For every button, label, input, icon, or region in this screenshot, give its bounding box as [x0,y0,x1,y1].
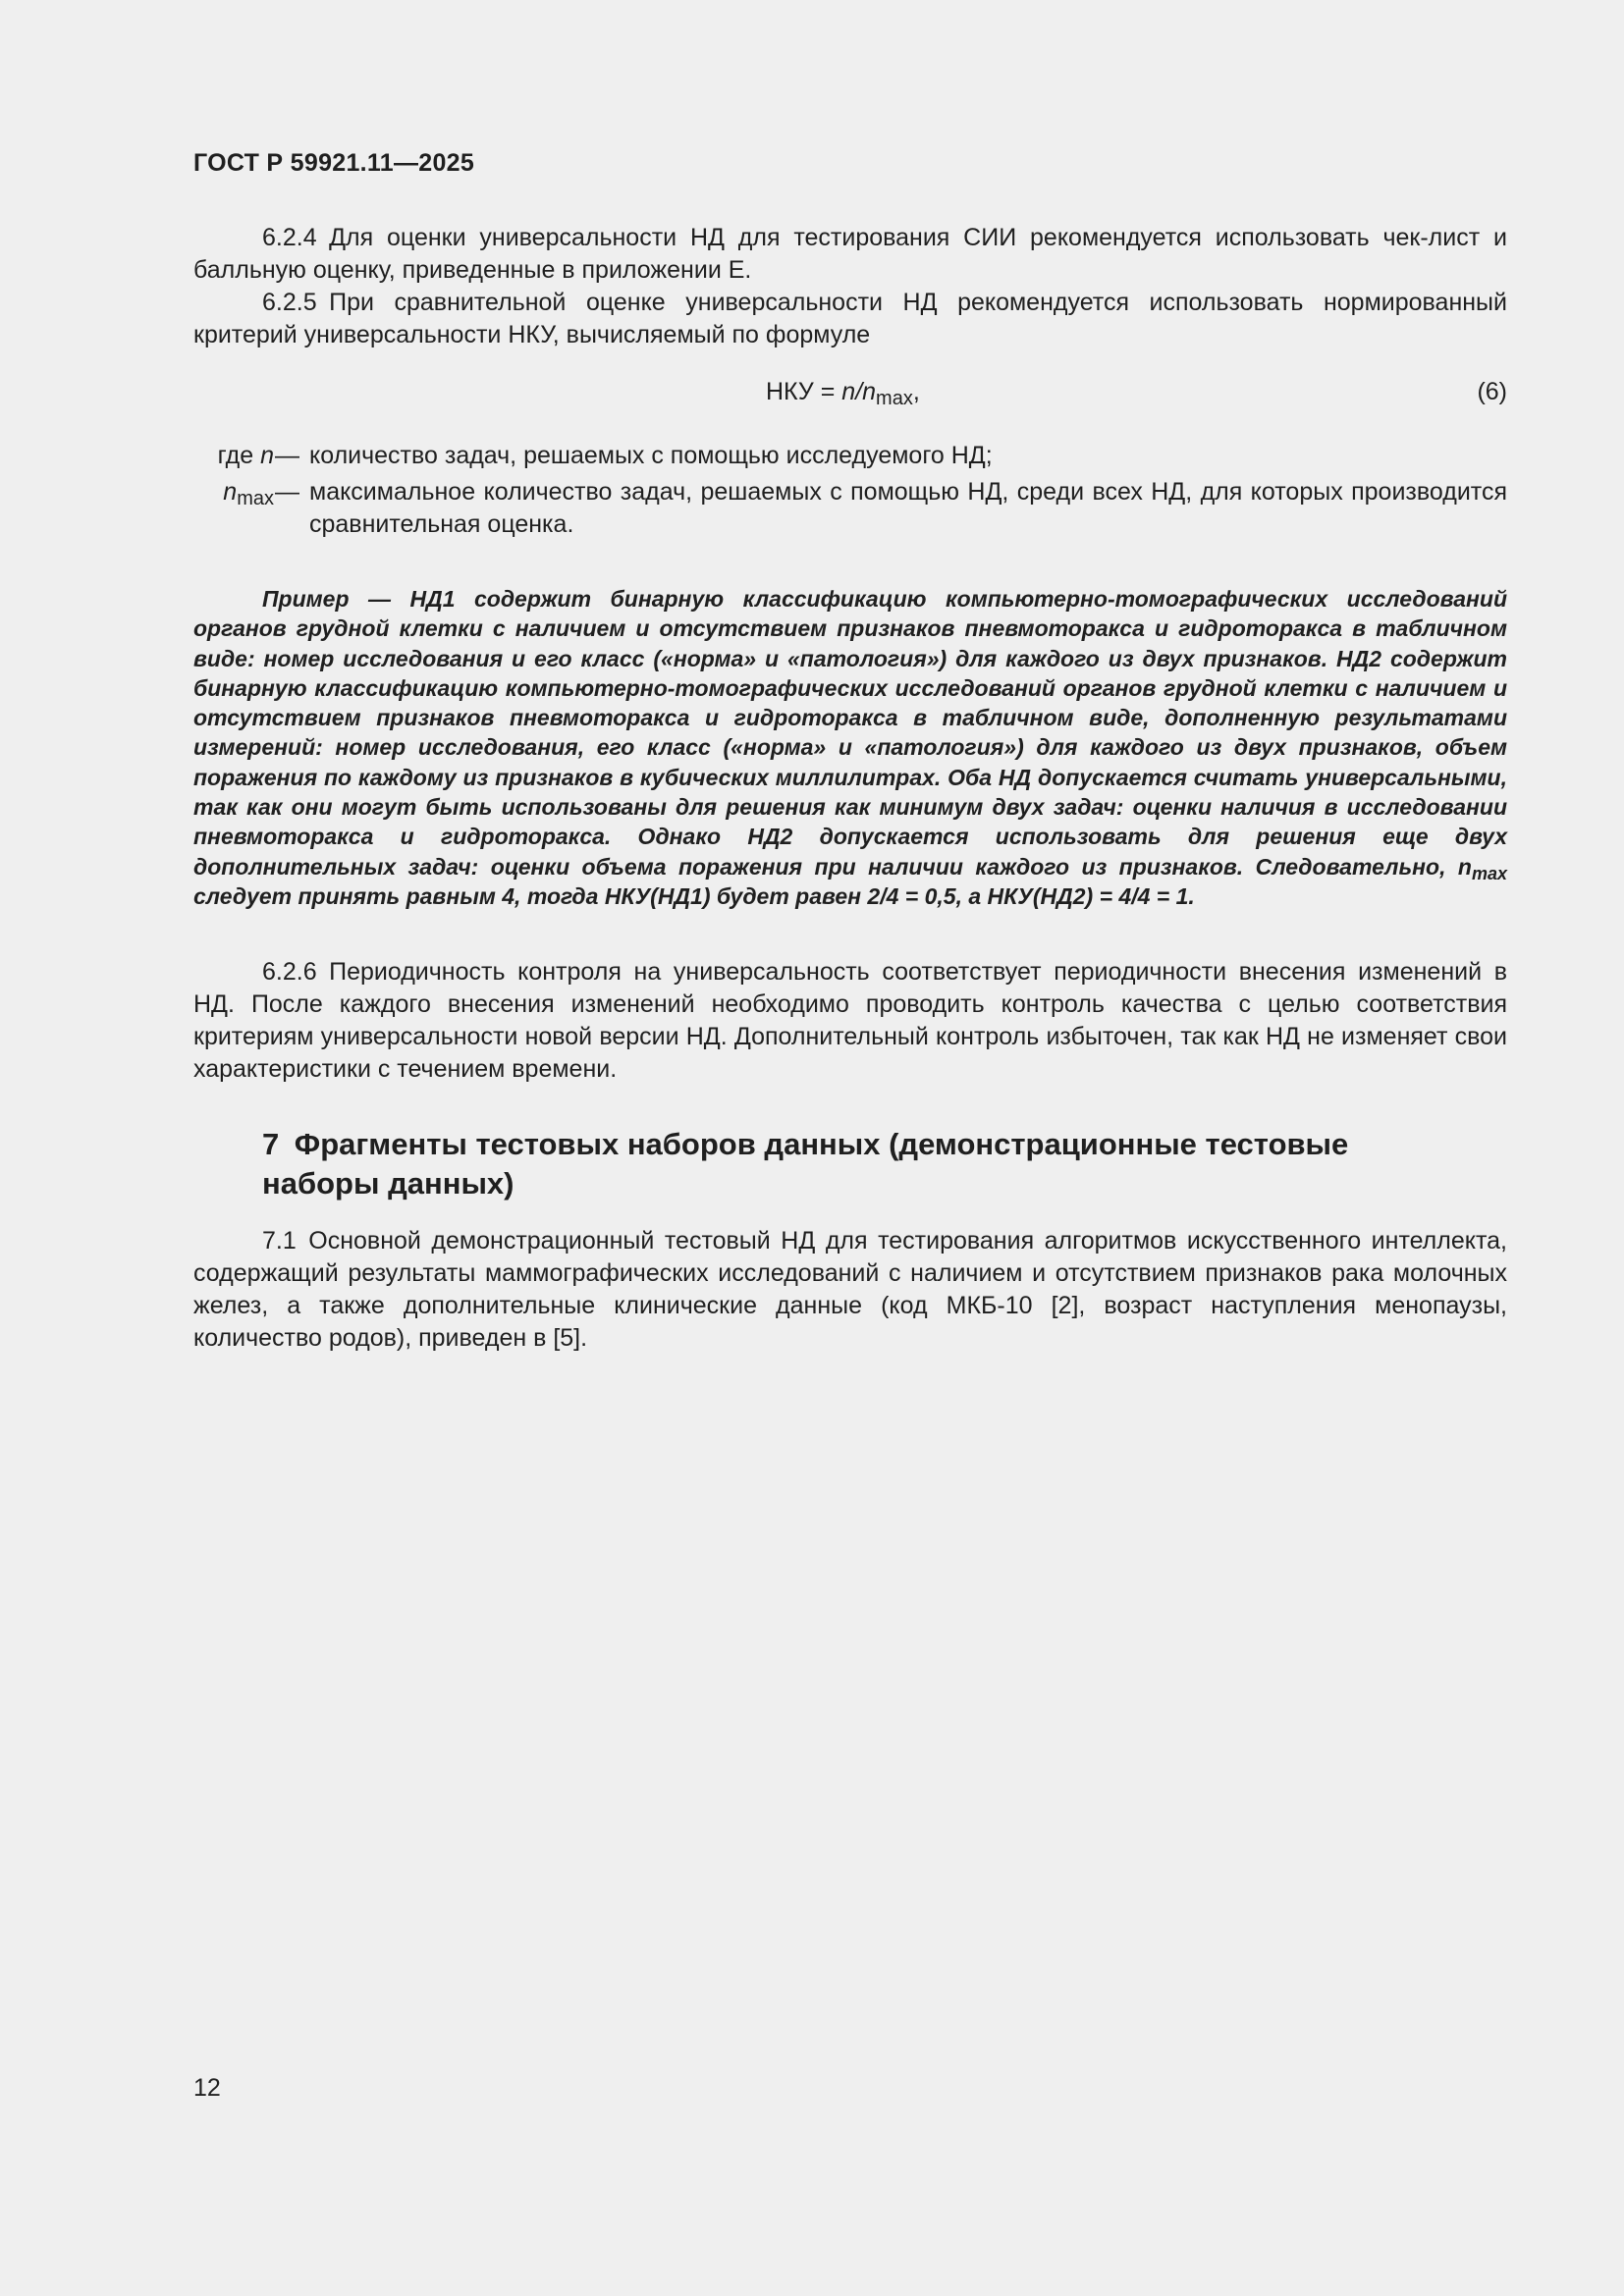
formula-6 [193,378,1507,417]
paragraph-6-2-5 [193,287,1507,351]
clause-text: Периодичность контроля на универсальность соответствует периодичности внесения изменений в НД. После каждого внесения изменений необходимо проводить контроль качества с целью соответствия критериям универсальности новой версии НД. Дополнительный контроль избыточен, так как НД не изменяет свои характеристики с течением времени. [193,958,1507,1083]
paragraph-6-2-6 [193,956,1507,1086]
paragraph-7-1 [193,1225,1507,1355]
where-term: где n [217,442,274,469]
where-dash: — [275,478,299,506]
section-7-heading: 7 Фрагменты тестовых наборов данных (демонстрационные тестовые наборы данных) [262,1127,1349,1201]
where-term: $n_{max}$ [223,478,274,509]
where-dash: — [275,442,299,469]
clause-text: Основной демонстрационный тестовый НД для тестирования алгоритмов искусственного интеллекта, содержащий результаты маммографических исследований с наличием и отсутствием признаков рака молочных желез, а также дополнительные клинические данные (код МКБ-10 [2], возраст наступления менопаузы, количество родов), приведен в [5]. [193,1227,1507,1352]
clause-number: 6.2.5 [262,289,317,316]
where-description: максимальное количество задач, решаемых с помощью НД, среди всех НД, для которых производится сравнительная оценка. [309,478,1507,538]
document-page [193,0,1507,2296]
clause-text: Для оценки универсальности НД для тестирования СИИ рекомендуется использовать чек-лист и балльную оценку, приведенные в приложении Е. [193,224,1507,284]
formula-expression: НКУ = $n/n_{max}$, [766,378,920,409]
clause-number: 6.2.6 [262,958,317,986]
page-number: 12 [193,2074,221,2102]
formula-number: (6) [1477,378,1507,405]
paragraph-6-2-4 [193,222,1507,287]
where-description: количество задач, решаемых с помощью исследуемого НД; [309,442,993,469]
clause-text: При сравнительной оценке универсальности НД рекомендуется использовать нормированный критерий универсальности НКУ, вычисляемый по формуле [193,289,1507,348]
clause-number: 7.1 [262,1227,297,1255]
document-header: ГОСТ Р 59921.11—2025 [193,149,475,177]
example-note: Пример — НД1 содержит бинарную классификацию компьютерно-томографических исследований органов грудной клетки с наличием и отсутствием признаков пневмоторакса и гидроторакса в табличном виде: номер исследования и его класс («норма» и «патология») для каждого из двух признаков. НД2 содержит бинарную классификацию компьютерно-томографических исследований органов грудной клетки с наличием и отсутствием признаков пневмоторакса и гидроторакса в табличном виде, дополненную результатами измерений: номер исследования, его класс («норма» и «патология») для каждого из двух признаков, объем поражения по каждому из признаков в кубических миллилитрах. Оба НД допускается считать универсальными, так как они могут быть использованы для решения как минимум двух задач: оценки наличия в исследовании пневмоторакса и гидроторакса. Однако НД2 допускается использовать для решения еще двух дополнительных задач: оценки объема поражения при наличии каждого из признаков. Следовательно, $n_{max}$ следует принять равным 4, тогда НКУ(НД1) будет равен 2/4 = 0,5, а НКУ(НД2) = 4/4 = 1. [193,586,1507,909]
clause-number: 6.2.4 [262,224,317,251]
